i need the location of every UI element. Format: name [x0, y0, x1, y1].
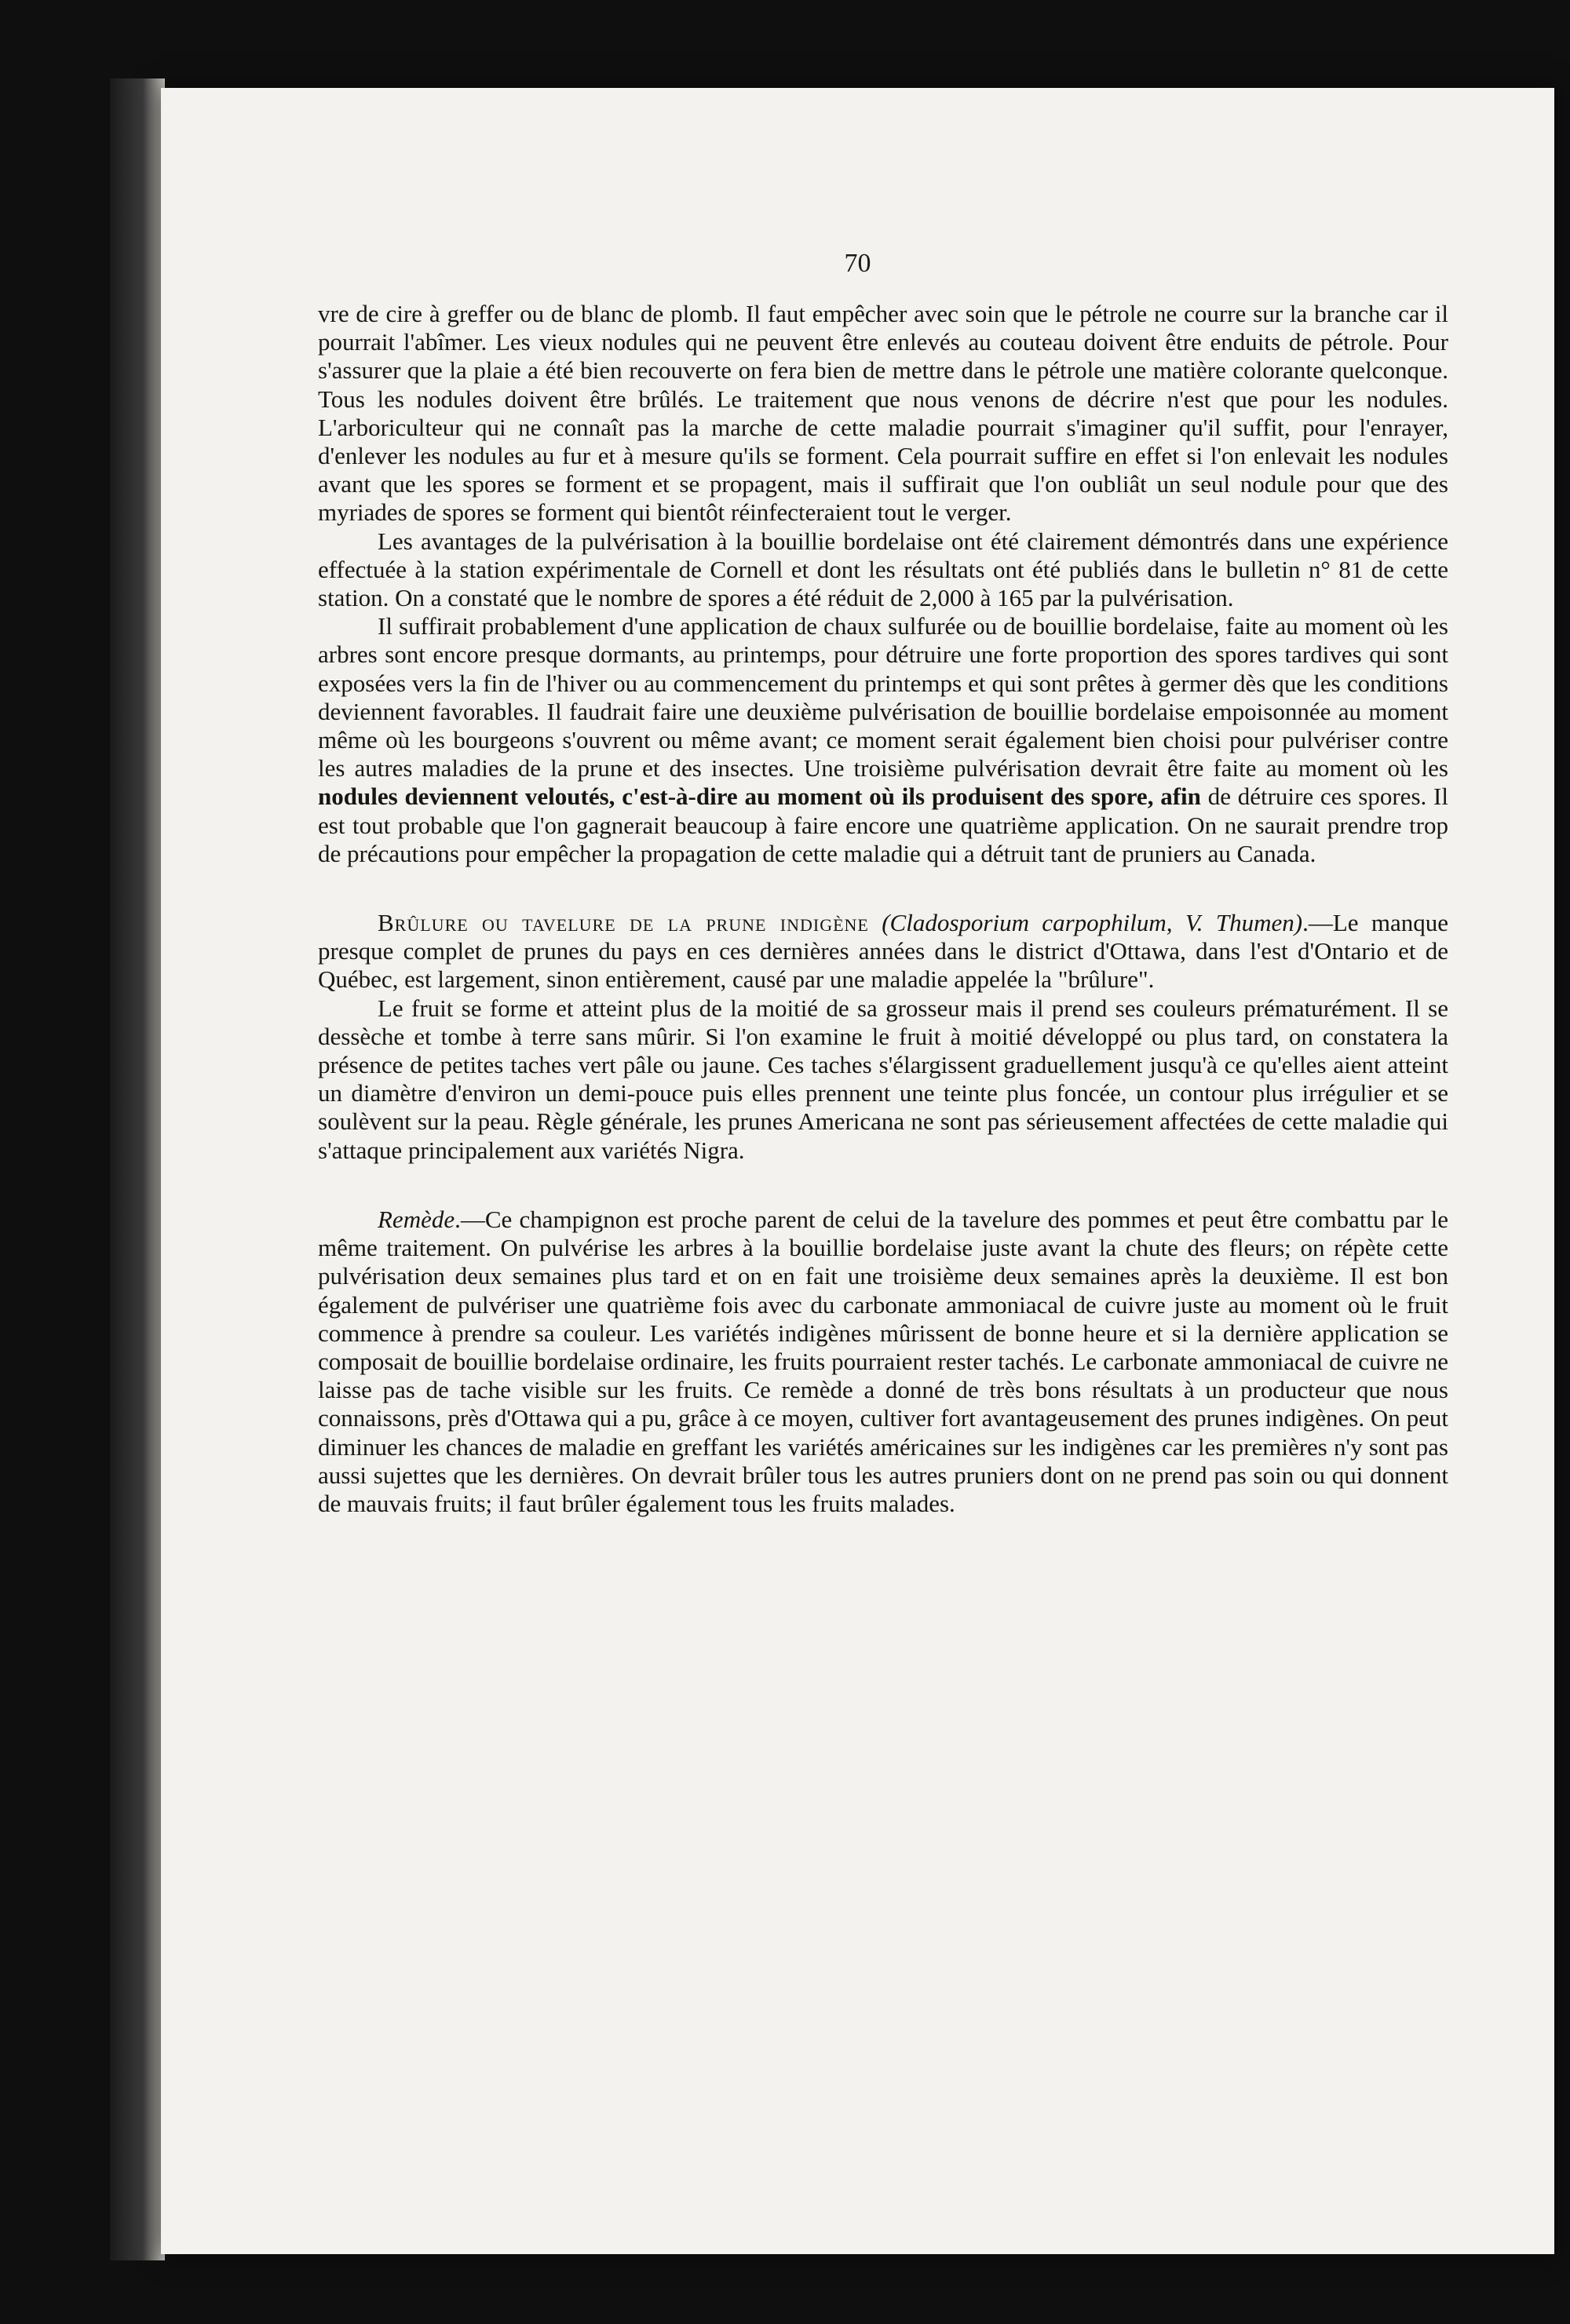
section-gap: [318, 868, 1448, 909]
paragraph-bordelaise-results: Les avantages de la pulvérisation à la bouillie bordelaise ont été clairement démontrés dans une expérience effectuée à la station expérimentale de Cornell et dont les résultats ont été publiés dans le bulletin n° 81 de cette station. On a constaté que le nombre de spores a été réduit de 2,000 à 165 par la pulvérisation.: [318, 527, 1448, 612]
paragraph-text: .—Le manque presque complet de prunes du pays en ces dernières années dans le district d'Ottawa, dans l'est d'Ontario et de Québec, est largement, sinon entièrement, causé par une maladie appelée la "brûlure".: [318, 909, 1448, 994]
paragraph-spraying-schedule: [318, 612, 1448, 868]
paragraph-text: de détruire ces spores. Il est tout probable que l'on gagnerait beaucoup à faire encore une quatrième application. On ne saurait prendre trop de précautions pour empêcher la propagation de cette maladie qui a détruit tant de pruniers au Canada.: [318, 783, 1448, 867]
paragraph-symptoms: Le fruit se forme et atteint plus de la moitié de sa grosseur mais il prend ses couleurs prématurément. Il se dessèche et tombe à terre sans mûrir. Si l'on examine le fruit à moitié développé ou plus tard, on constatera la présence de petites taches vert pâle ou jaune. Ces taches s'élargissent graduellement jusqu'à ce qu'elles aient atteint un diamètre d'environ un demi-pouce puis elles prennent une teinte plus foncée, un contour plus irrégulier et se soulèvent sur la peau. Règle générale, les prunes Americana ne sont pas sérieusement affectées de cette maladie qui s'attaque principalement aux variétés Nigra.: [318, 994, 1448, 1164]
document-page: [161, 88, 1554, 2254]
scientific-name: (Cladosporium carpophilum, V. Thumen): [882, 909, 1303, 937]
page-edge-shadow: [110, 78, 165, 2260]
remedy-label: Remède: [378, 1205, 455, 1233]
bold-text: nodules deviennent veloutés, c'est-à-dire au moment où ils produisent des spore, afin: [318, 783, 1201, 811]
section-gap: [318, 1165, 1448, 1206]
page-body: [318, 300, 1448, 1518]
paragraph-continuation: vre de cire à greffer ou de blanc de plomb. Il faut empêcher avec soin que le pétrole ne courre sur la branche car il pourrait l'abîmer. Les vieux nodules qui ne peuvent être enlevés au couteau doivent être enduits de pétrole. Pour s'assurer que la plaie a été bien recouverte on fera bien de mettre dans le pétrole une matière colorante quelconque. Tous les nodules doivent être brûlés. Le traitement que nous venons de décrire n'est que pour les nodules. L'arboriculteur qui ne connaît pas la marche de cette maladie pourrait s'imaginer qu'il suffit, pour l'enrayer, d'enlever les nodules au fur et à mesure qu'ils se forment. Cela pourrait suffire en effet si l'on enlevait les nodules avant que les spores se forment et se propagent, mais il suffirait que l'on oubliât un seul nodule pour que des myriades de spores se forment qui bientôt réinfecteraient tout le verger.: [318, 300, 1448, 527]
section-heading-paragraph: [318, 909, 1448, 994]
page-number: 70: [844, 249, 871, 278]
paragraph-text: .—Ce champignon est proche parent de celui de la tavelure des pommes et peut être combattu par le même traitement. On pulvérise les arbres à la bouillie bordelaise juste avant la chute des fleurs; on répète cette pulvérisation deux semaines plus tard et on en fait une troisième deux semaines après la deuxième. Il est bon également de pulvériser une quatrième fois avec du carbonate ammoniacal de cuivre juste au moment où le fruit commence à prendre sa couleur. Les variétés indigènes mûrissent de bonne heure et si la dernière application se composait de bouillie bordelaise ordinaire, les fruits pourraient rester tachés. Le carbonate ammoniacal de cuivre ne laisse pas de tache visible sur les fruits. Ce remède a donné de très bons résultats à un producteur que nous connaissons, près d'Ottawa qui a pu, grâce à ce moyen, cultiver fort avantageusement des prunes indigènes. On peut diminuer les chances de maladie en greffant les variétés américaines sur les indigènes car les premières n'y sont pas aussi sujettes que les dernières. On devrait brûler tous les autres pruniers dont on ne prend pas soin ou qui donnent de mauvais fruits; il faut brûler également tous les fruits malades.: [318, 1205, 1448, 1517]
paragraph-remedy: [318, 1206, 1448, 1518]
section-heading: Brûlure ou tavelure de la prune indigène: [378, 909, 869, 937]
paragraph-text: Il suffirait probablement d'une application de chaux sulfurée ou de bouillie bordelaise, faite au moment où les arbres sont encore presque dormants, au printemps, pour détruire une forte proportion des spores tardives qui sont exposées vers la fin de l'hiver ou au commencement du printemps et qui sont prêtes à germer dès que les conditions deviennent favorables. Il faudrait faire une deuxième pulvérisation de bouillie bordelaise empoisonnée au moment même où les bourgeons s'ouvrent ou même avant; ce moment serait également bien choisi pour pulvériser contre les autres maladies de la prune et des insectes. Une troisième pulvérisation devrait être faite au moment où les: [318, 612, 1448, 783]
